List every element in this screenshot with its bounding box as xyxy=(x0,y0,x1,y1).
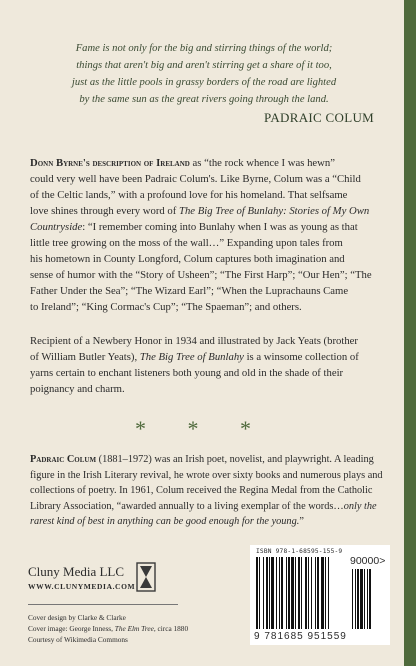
epigraph-line: by the same sun as the great rivers going through the land. xyxy=(79,94,329,105)
publisher-url: WWW.CLUNYMEDIA.COM xyxy=(28,582,136,591)
bio-paragraph: Padraic Colum (1881–1972) was an Irish poet, novelist, and playwright. A leading figure in the Irish Literary revival, he wrote over sixty books and numerous plays and collections of poetry. In 1961, Colum received the Regina Medal from the Catholic Library Association, “awarded annually to a living exemplar of the words…only the rarest kind of best in anything can be good enough for the young.” xyxy=(30,454,383,527)
epigraph-line: things that aren't big and aren't stirring get a share of it too, xyxy=(76,60,332,71)
epigraph-attribution: PADRAIC COLUM xyxy=(264,110,374,125)
epigraph-line: Fame is not only for the big and stirring things of the world; xyxy=(75,43,333,54)
book-title: The Big Tree of Bunlahy xyxy=(139,351,244,363)
section-separator: * * * xyxy=(135,416,269,441)
isbn-text: ISBN 978-1-68595-155-9 xyxy=(256,548,343,555)
book-title: Countryside xyxy=(30,221,83,233)
author-name: Padraic Colum xyxy=(30,454,97,465)
hourglass-logo-icon xyxy=(135,562,157,592)
credits-divider xyxy=(28,604,178,605)
publisher-name: Cluny Media LLC xyxy=(28,564,125,579)
description-paragraph: Donn Byrne's description of Ireland as “the rock whence I was hewn” could very well have been Padraic Colum's. Like Byrne, Colum was a “Child of the Celtic lands,” with a profound love for his homeland. That selfsame love shines through every word of The Big Tree of Bunlahy: Stories of My Own Countryside: “I remember coming into Bunlahy when I was as young as that little tree growing on the moss of the wall…” Expanding upon tales from his hometown in County Longford, Colum captures both imagination and sense of humor with the “Story of Usheen”; “The First Harp”; “Our Hen”; “The Father Under the Sea”; “The Wizard Earl”; “When the Luprachauns Came to Ireland”; “King Cormac's Cup”; “The Spaeman”; and others. xyxy=(30,157,372,313)
book-title: The Big Tree of Bunlahy: Stories of My Own xyxy=(179,205,370,217)
lead-in: Donn Byrne's description of Ireland xyxy=(30,157,190,169)
epigraph-quote xyxy=(30,40,378,108)
recipient-paragraph: Recipient of a Newbery Honor in 1934 and illustrated by Jack Yeats (brother of William Butler Yeats), The Big Tree of Bunlahy is a winsome collection of yarns certain to enchant listeners both young and old in the shade of their poignancy and charm. xyxy=(30,335,359,395)
cover-credits: Cover design by Clarke & Clarke Cover image: George Inness, The Elm Tree, circa 1880 Courtesy of Wikimedia Commons xyxy=(28,613,189,644)
price-code: 90000> xyxy=(350,555,386,567)
barcode-box xyxy=(250,545,390,645)
barcode-bars xyxy=(254,557,386,631)
barcode-digits: 9 781685 951559 xyxy=(254,631,347,642)
epigraph-line: just as the little pools in grassy borders of the road are lighted xyxy=(71,77,337,88)
spine-strip xyxy=(404,0,416,666)
